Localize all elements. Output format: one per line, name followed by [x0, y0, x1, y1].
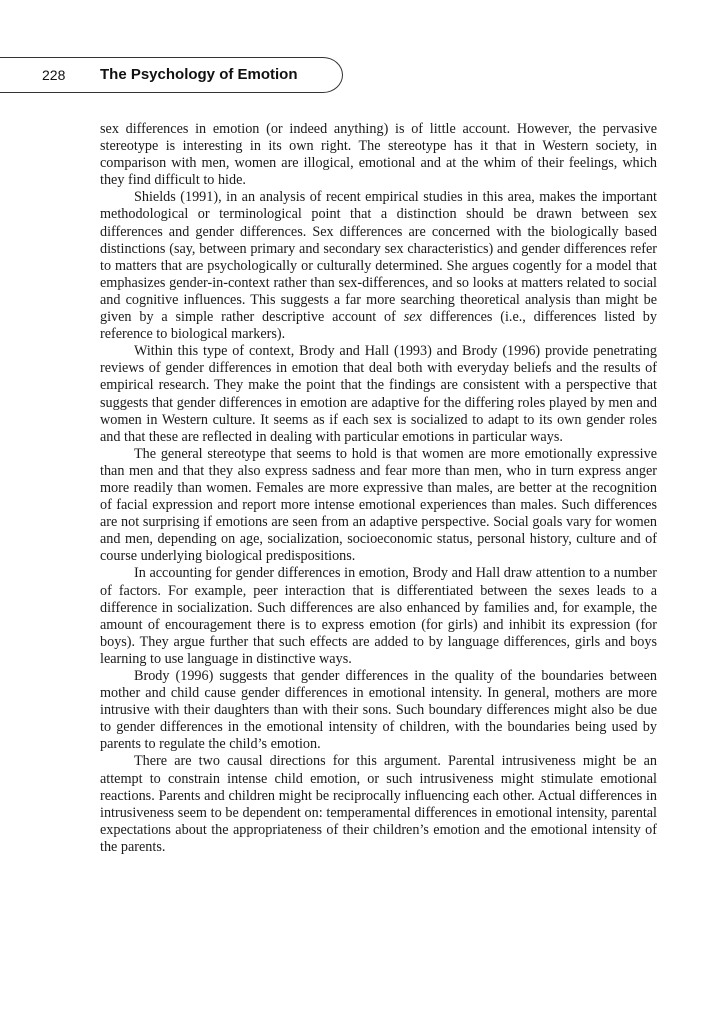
body-text — [100, 121, 657, 856]
paragraph-6: Brody (1996) suggests that gender differences in the quality of the boundaries between mother and child cause gender differences in emotional intensity. In general, mothers are more intrusive with their daughters than with their sons. Such boundary differences might also be due to gender differences in the emotional intensity of children, with the boundaries being used by parents to regulate the child’s emotion. — [100, 668, 657, 753]
paragraph-2-text-before: Shields (1991), in an analysis of recent empirical studies in this area, makes the important methodological or terminological point that a distinction should be drawn between sex differences and gender differences. Sex differences are concerned with the biologically based distinctions (say, between primary and secondary sex characteristics) and gender differences refer to matters that are psychologically or culturally determined. She argues cogently for a model that emphasizes gender-in-context rather than sex-differences, and so looks at matters related to social and cognitive influences. This suggests a far more searching theoretical analysis than might be given by a simple rather descriptive account of — [100, 189, 657, 326]
paragraph-1: sex differences in emotion (or indeed anything) is of little account. However, the pervasive stereotype is interesting in its own right. The stereotype has it that in Western society, in comparison with men, women are illogical, emotional and at the whim of their feelings, which they find difficult to hide. — [100, 121, 657, 189]
paragraph-2-text-after: differences (i.e., differences listed by reference to biological markers). — [100, 309, 657, 343]
book-title: The Psychology of Emotion — [100, 66, 298, 83]
page-number: 228 — [42, 67, 66, 83]
paragraph-2-emphasis: sex — [403, 309, 422, 326]
paragraph-5: In accounting for gender differences in emotion, Brody and Hall draw attention to a number of factors. For example, peer interaction that is differentiated between the sexes leads to a difference in socialization. Such differences are also enhanced by families and, for example, the amount of encouragement there is to express emotion (for girls) and inhibit its expression (for boys). They argue further that such effects are added to by language differences, girls and boys learning to use language in distinctive ways. — [100, 565, 657, 667]
paragraph-7: There are two causal directions for this argument. Parental intrusiveness might be an attempt to constrain intense child emotion, or such intrusiveness might stimulate emotional reactions. Parents and children might be reciprocally influencing each other. Actual differences in intrusiveness seem to be dependent on: temperamental differences in emotional intensity, parental expectations about the appropriateness of their children’s emotion and the emotional intensity of the parents. — [100, 753, 657, 855]
paragraph-4: The general stereotype that seems to hold is that women are more emotionally expressive than men and that they also express sadness and fear more than men, who in turn express anger more readily than women. Females are more expressive than males, are better at the recognition of facial expression and report more intense emotional experiences than males. Such differences are not surprising if emotions are seen from an adaptive perspective. Social goals vary for women and men, depending on age, socialization, socioeconomic status, personal history, culture and of course underlying biological predispositions. — [100, 445, 657, 565]
paragraph-2 — [100, 189, 657, 343]
paragraph-3: Within this type of context, Brody and Hall (1993) and Brody (1996) provide penetrating reviews of gender differences in emotion that deal both with everyday beliefs and the results of empirical research. They make the point that the findings are consistent with a perspective that suggests that gender differences in emotion are adaptive for the differing roles played by men and women in Western culture. It seems as if each sex is socialized to adapt to its own gender roles and that these are reflected in dealing with particular emotions in particular ways. — [100, 343, 657, 445]
running-head — [0, 57, 343, 93]
